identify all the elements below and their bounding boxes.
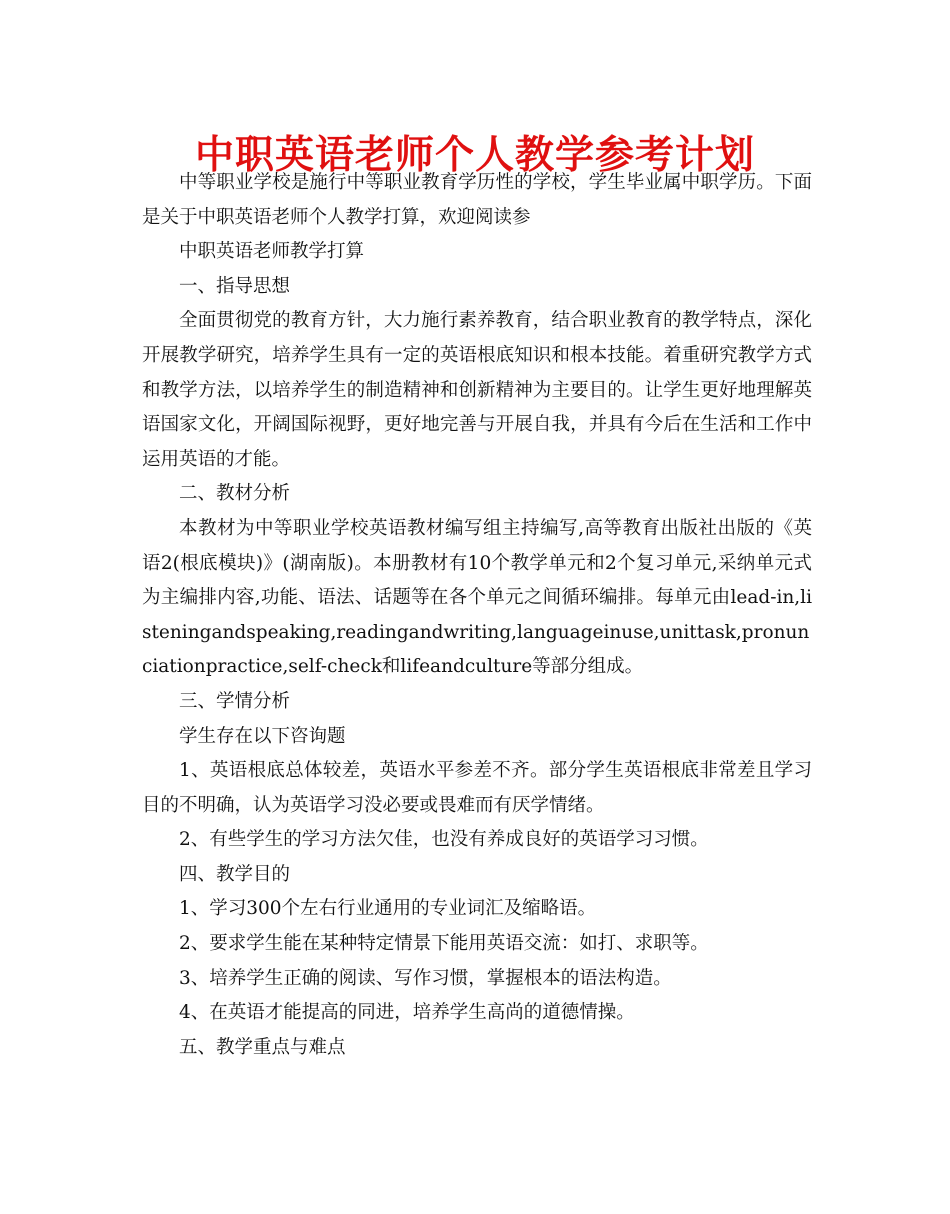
paragraph-intro: 中等职业学校是施行中等职业教育学历性的学校，学生毕业属中职学历。下面是关于中职英语老师个人教学打算，欢迎阅读参 xyxy=(142,172,812,228)
document-body xyxy=(142,166,812,1065)
paragraph-student-problems: 学生存在以下咨询题 xyxy=(179,725,346,747)
list-item-goal-4: 4、在英语才能提高的同进，培养学生高尚的道德情操。 xyxy=(179,1002,635,1024)
paragraph-textbook-analysis: 本教材为中等职业学校英语教材编写组主持编写,高等教育出版社出版的《英语2(根底模块)》(湖南版)。本册教材有10个教学单元和2个复习单元,采纳单元式为主编排内容,功能、语法、话题等在各个单元之间循环编排。每单元由lead-in,listeningandspeaking,readingandwriting,languageinuse,unittask,pronunciationpractice,self-check和lifeandculture等部分组成。 xyxy=(142,517,812,678)
list-item-goal-1: 1、学习300个左右行业通用的专业词汇及缩略语。 xyxy=(179,898,597,920)
list-item-goal-2: 2、要求学生能在某种特定情景下能用英语交流：如打、求职等。 xyxy=(179,933,709,955)
list-item-goal-3: 3、培养学生正确的阅读、写作习惯，掌握根本的语法构造。 xyxy=(179,967,672,989)
heading-teaching-goals: 四、教学目的 xyxy=(179,863,291,885)
list-item-problem-1: 1、英语根底总体较差，英语水平参差不齐。部分学生英语根底非常差且学习目的不明确，认为英语学习没必要或畏难而有厌学情绪。 xyxy=(142,760,812,816)
heading-textbook-analysis: 二、教材分析 xyxy=(179,483,291,505)
heading-guiding-ideology: 一、指导思想 xyxy=(179,275,291,297)
document-title: 中职英语老师个人教学参考计划 xyxy=(194,133,755,178)
list-item-problem-2: 2、有些学生的学习方法欠佳，也没有养成良好的英语学习习惯。 xyxy=(179,829,709,851)
paragraph-guiding-ideology: 全面贯彻党的教育方针，大力施行素养教育，结合职业教育的教学特点，深化开展教学研究，培养学生具有一定的英语根底知识和根本技能。着重研究教学方式和教学方法，以培养学生的制造精神和创新精神为主要目的。让学生更好地理解英语国家文化，开阔国际视野，更好地完善与开展自我，并具有今后在生活和工作中运用英语的才能。 xyxy=(142,310,812,470)
heading-key-points: 五、教学重点与难点 xyxy=(179,1036,346,1058)
heading-student-analysis: 三、学情分析 xyxy=(179,690,291,712)
paragraph-subtitle: 中职英语老师教学打算 xyxy=(179,241,365,263)
